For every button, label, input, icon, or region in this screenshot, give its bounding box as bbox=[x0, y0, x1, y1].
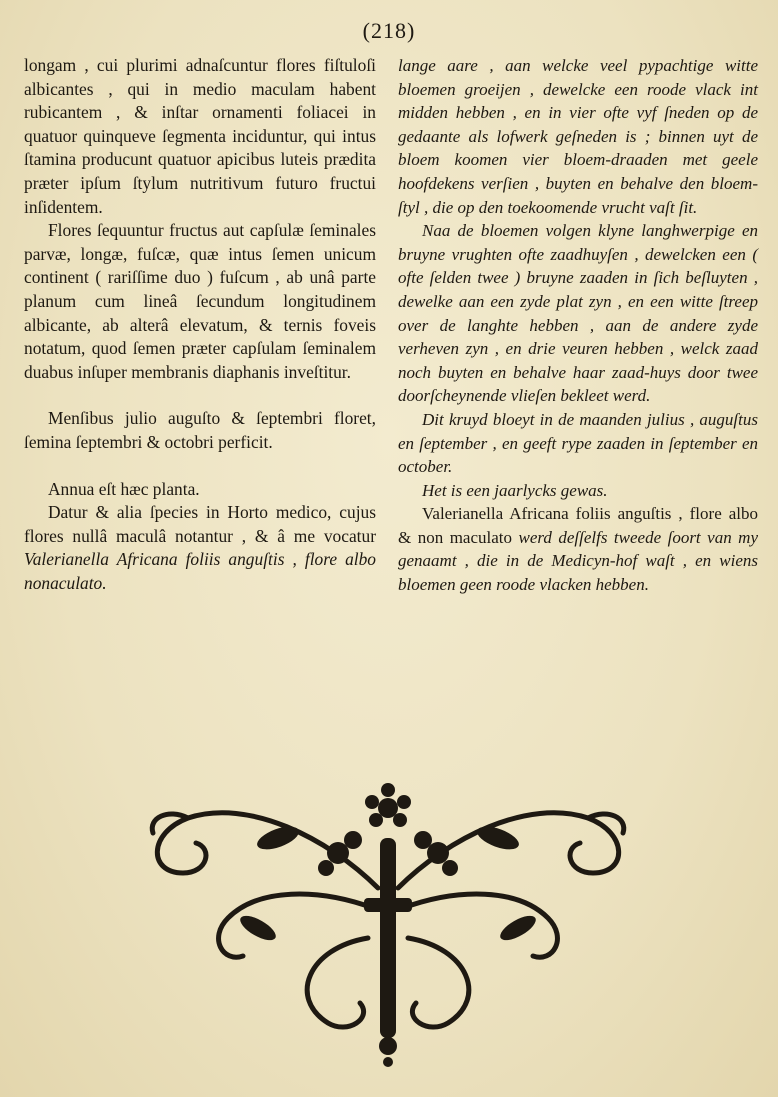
latin-paragraph-5-text: Datur & alia ſpecies in Horto medico, cujus flores nullâ maculâ notantur , & â me vocatur bbox=[24, 502, 376, 546]
dutch-species-name: Valerianella Africana foliis anguſtis , flore albo & non maculato bbox=[398, 504, 758, 547]
tailpiece-ornament bbox=[128, 778, 648, 1068]
dutch-paragraph-5 bbox=[398, 502, 758, 596]
latin-column bbox=[24, 54, 376, 595]
latin-paragraph-2: Flores ſequuntur fructus aut capſulæ ſeminales parvæ, longæ, fuſcæ, quæ intus ſemen unicum continent ( rariſſime duo ) fuſcum , ab unâ parte planum cum lineâ ſecundum longitudinem albicante, ab alterâ elevatum, & ternis foveis notatum, quod ſemen præter capſulam ſeminalem duabus inſuper membranis diaphanis inveſtitur. bbox=[24, 220, 376, 382]
page-number: (218) bbox=[362, 18, 416, 43]
latin-species-name: Valerianella Africana foliis anguſtis , flore albo nonaculato. bbox=[24, 549, 376, 593]
ornament-icon bbox=[128, 778, 648, 1068]
latin-paragraph-4: Annua eſt hæc planta. bbox=[48, 478, 200, 499]
latin-paragraph-1: longam , cui plurimi adnaſcuntur flores fiſtuloſi albicantes , qui in medio maculam habent rubicantem , & inſtar ornamenti foliacei in quatuor quinqueve ſegmenta inciduntur, qui intus ſtamina producunt quatuor apicibus luteis prædita præter ipſum ſtylum nutritivum futuro fructui inſidentem. bbox=[24, 55, 376, 217]
dutch-paragraph-4: Het is een jaarlycks gewas. bbox=[422, 480, 608, 500]
dutch-column bbox=[398, 54, 758, 597]
dutch-paragraph-5-text: werd deſſelfs tweede ſoort van my genaamt , die in de Medicyn-hof waſt , en wiens bloemen geen roode vlacken hebben. bbox=[398, 527, 758, 595]
dutch-paragraph-2: Naa de bloemen volgen klyne langhwerpige en bruyne vrughten ofte zaadhuyſen , dewelcken een ( ofte ſelden twee ) bruyne zaaden in ſich beſluyten , dewelke aan een zyde plat zyn , en een witte ſtreep over de langhte hebben , aan de andere zyde verheven zyn , en drie veuren hebben , welck zaad noch buyten en behalve haar zaad-huys door twee doorſcheynende vlieſen bekleet werd. bbox=[398, 221, 758, 406]
latin-paragraph-5 bbox=[24, 501, 376, 595]
dutch-paragraph-1: lange aare , aan welcke veel pypachtige witte bloemen groeijen , dewelcke een roode vlack int midden hebben , en in vier ofte vyf ſneden op de gedaante als lofwerk geſneden is ; binnen uyt de bloem koomen vier bloem-draaden met geele hoofdekens verſien , buyten en behalve den bloem-ſtyl , die op den toekoomende vrucht vaſt ſit. bbox=[398, 56, 758, 217]
dutch-paragraph-3: Dit kruyd bloeyt in de maanden julius , auguſtus en ſeptember , en geeft rype zaaden in ſeptember en october. bbox=[398, 409, 758, 477]
latin-paragraph-3: Menſibus julio auguſto & ſeptembri floret, ſemina ſeptembri & octobri perficit. bbox=[24, 408, 376, 452]
